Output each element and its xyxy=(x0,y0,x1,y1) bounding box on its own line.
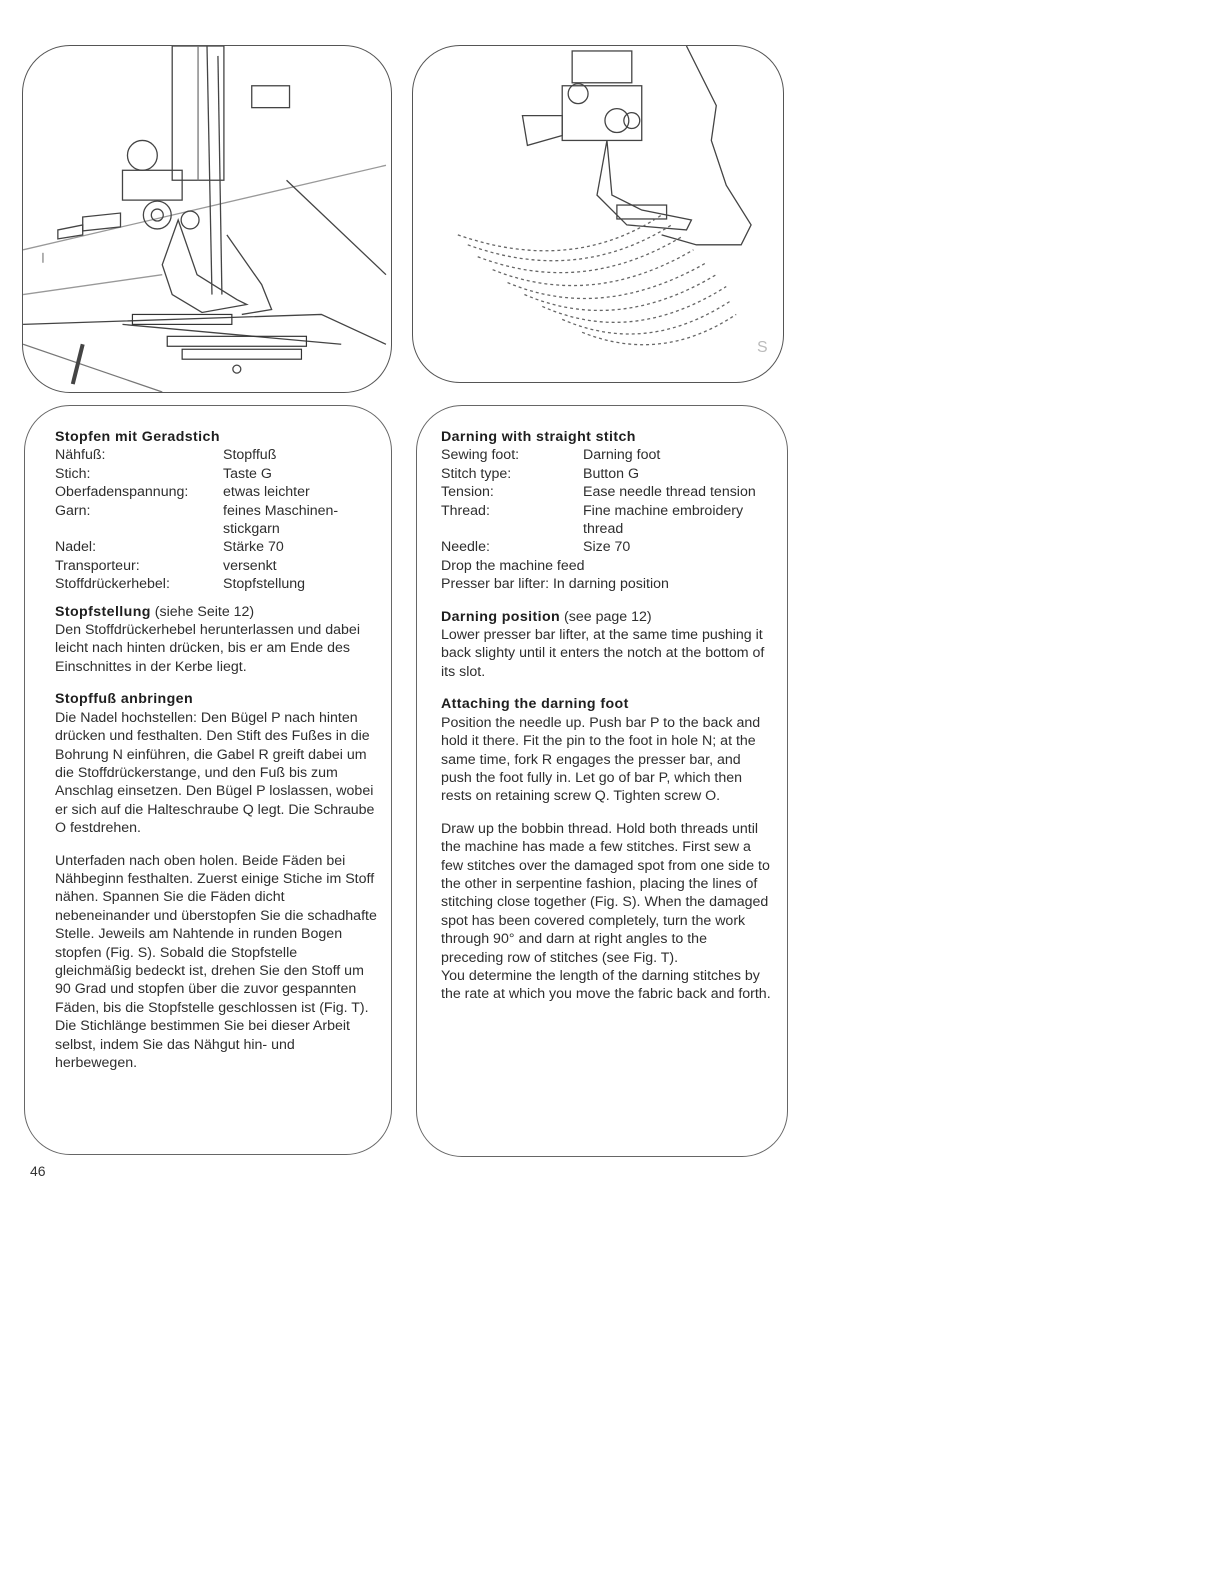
presser-label: Presser bar lifter: xyxy=(441,576,550,593)
english-section3-text: Draw up the bobbin thread. Hold both threads until the machine has made a few stitches. First sew a few stitches over the damaged spot from one side to the other in serpentine fashion, placing the lines of stitching close together (Fig. S). When the damaged spot has been covered completely, turn the work through 90° and darn at right angles to the preceding row of stitches (see Fig. T). xyxy=(441,820,770,966)
spec-label: Oberfadenspannung: xyxy=(55,484,189,501)
figure-darning-foot-machine xyxy=(22,45,392,393)
german-section1-text: Den Stoffdrückerhebel herunterlassen und dabei leicht nach hinten drücken, bis er am Ende des Einschnittes in der Kerbe liegt. xyxy=(55,622,360,675)
english-section4-text: You determine the length of the darning stitches by the rate at which you move the fabric back and forth. xyxy=(441,967,771,1003)
spec-value: Stopffuß xyxy=(223,447,277,464)
presser-value: In darning position xyxy=(552,576,669,593)
spec-value: Button G xyxy=(583,465,639,482)
english-drop-feed: Drop the machine feed xyxy=(441,557,585,574)
spec-value: Taste G xyxy=(223,465,272,482)
english-spec-table xyxy=(441,446,771,556)
german-section1-ref: (siehe Seite 12) xyxy=(150,603,255,620)
german-section4-text: Die Stichlänge bestimmen Sie bei dieser Arbeit selbst, indem Sie das Nähgut hin- und herbewegen. xyxy=(55,1018,350,1071)
page-number: 46 xyxy=(30,1163,46,1179)
english-section2-title: Attaching the darning foot xyxy=(441,696,629,713)
spec-value: etwas leichter xyxy=(223,484,310,501)
english-section1-title: Darning position xyxy=(441,608,561,625)
spec-label: Tension: xyxy=(441,484,494,501)
spec-label: Stoffdrückerhebel: xyxy=(55,576,170,593)
spec-label: Stitch type: xyxy=(441,465,512,482)
spec-label: Thread: xyxy=(441,502,490,519)
sewing-machine-illustration xyxy=(23,46,391,392)
english-presser-bar xyxy=(441,575,771,593)
spec-value: Size 70 xyxy=(583,539,631,556)
figure-label: S xyxy=(757,339,768,357)
spec-label: Nähfuß: xyxy=(55,447,106,464)
spec-label: Sewing foot: xyxy=(441,447,520,464)
german-instructions xyxy=(55,428,377,1072)
spec-value: Stärke 70 xyxy=(223,539,284,556)
spec-label: Needle: xyxy=(441,539,490,556)
spec-value: Fine machine embroidery thread xyxy=(583,502,744,538)
spec-label: Stich: xyxy=(55,465,91,482)
spec-value: Darning foot xyxy=(583,447,661,464)
german-section2-text: Die Nadel hochstellen: Den Bügel P nach hinten drücken und festhalten. Den Stift des Fußes in die Bohrung N einführen, die Gabel R greift dabei um die Stoffdrückerstange, und den Fuß bis zum Anschlag einsetzen. Den Bügel P loslassen, wobei er sich auf die Halteschraube Q legt. Die Schraube O festdrehen. xyxy=(55,709,375,837)
spec-value: versenkt xyxy=(223,557,277,574)
spec-label: Nadel: xyxy=(55,539,97,556)
english-title: Darning with straight stitch xyxy=(441,429,636,445)
spec-label: Garn: xyxy=(55,502,91,519)
german-section3-text: Unterfaden nach oben holen. Beide Fäden bei Nähbeginn festhalten. Zuerst einige Stiche im Stoff nähen. Spannen Sie die Fäden dicht nebeneinander und überstopfen Sie die schadhafte Stelle. Jeweils am Nahtende in runden Bogen stopfen (Fig. S). Sobald die Stopfstelle gleichmäßig bedeckt ist, drehen Sie den Stoff um 90 Grad und stopfen über die zuvor gespannten Fäden, bis die Stopfstelle geschlossen ist (Fig. T). xyxy=(55,852,377,1016)
english-section1-text: Lower presser bar lifter, at the same time pushing it back slighty until it enters the notch at the bottom of its slot. xyxy=(441,627,765,680)
english-section1-ref: (see page 12) xyxy=(560,608,652,625)
spec-value: Ease needle thread tension xyxy=(583,484,756,501)
german-section2-title: Stopffuß anbringen xyxy=(55,691,194,708)
german-section1-title: Stopfstellung xyxy=(55,603,151,620)
english-section2-text: Position the needle up. Push bar P to the back and hold it there. Fit the pin to the foot in hole N; at the same time, fork R engages the presser bar, and push the foot fully in. Let go of bar P, which then rests on retaining screw Q. Tighten screw O. xyxy=(441,714,761,805)
german-spec-table xyxy=(55,446,377,593)
german-section-stopfstellung xyxy=(55,603,377,677)
darning-stitch-illustration xyxy=(413,46,783,382)
figure-s-darning-pattern xyxy=(412,45,784,383)
spec-value: feines Maschinen-stickgarn xyxy=(223,502,339,538)
spec-value: Stopfstellung xyxy=(223,576,306,593)
english-instructions xyxy=(441,428,771,1004)
spec-label: Transporteur: xyxy=(55,557,140,574)
german-title: Stopfen mit Geradstich xyxy=(55,429,220,445)
english-section-darning-position xyxy=(441,608,771,682)
